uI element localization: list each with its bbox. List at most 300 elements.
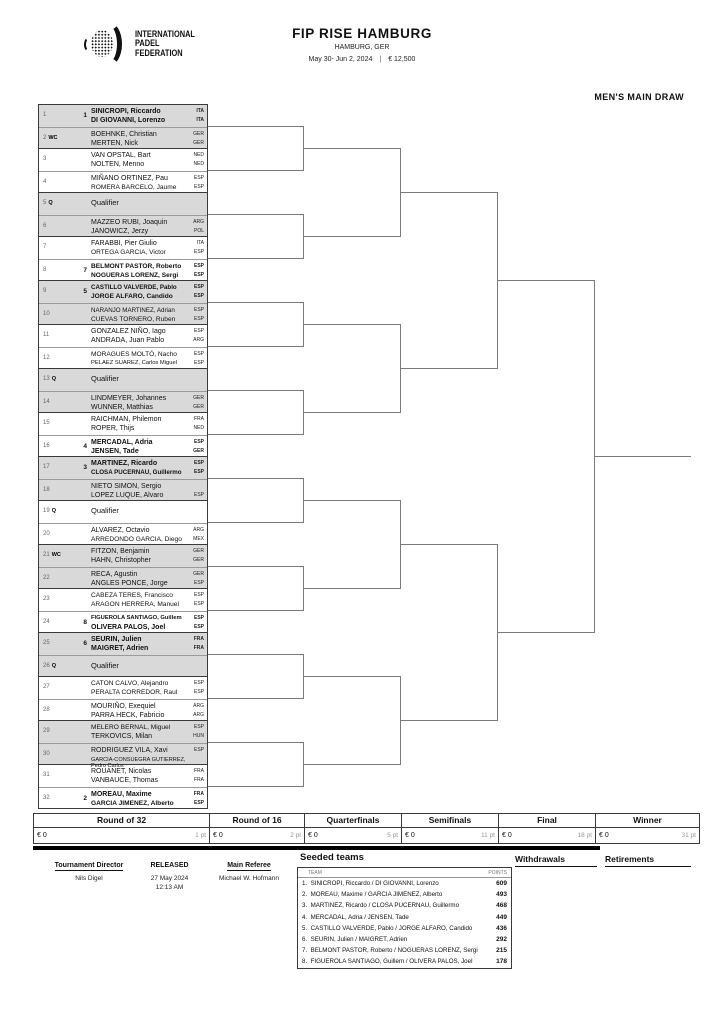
- country-code: ARG: [193, 218, 204, 225]
- player-name: ANDRADA, Juan Pablo: [91, 337, 165, 344]
- bracket-line: [303, 148, 400, 149]
- match-box: [38, 720, 208, 769]
- bracket-line: [208, 698, 303, 699]
- country-code: ESP: [193, 580, 204, 586]
- seeded-team-name: 1. SINICROPI, Riccardo / DI GIOVANNI, Lorenzo: [302, 880, 439, 888]
- country-code: ESP: [193, 350, 204, 357]
- draw-position-number: 8: [43, 267, 47, 273]
- player-name: CASTILLO VALVERDE, Pablo: [91, 283, 177, 291]
- bracket-line: [303, 324, 400, 325]
- round-values: [499, 828, 595, 843]
- team-names: [91, 262, 193, 281]
- player-name: CABEZA TERES, Francisco: [91, 591, 173, 599]
- released-date: 27 May 2024: [150, 874, 189, 882]
- seeded-points-column-header: POINTS: [488, 870, 507, 876]
- bracket-team-row: [39, 171, 207, 192]
- seed-number: 6: [83, 640, 87, 647]
- section-divider-bar: [33, 846, 600, 850]
- country-code: HUN: [193, 733, 204, 739]
- draw-position-number: 26 Q: [43, 663, 56, 669]
- country-code: NED: [193, 151, 204, 158]
- country-code: ESP: [193, 262, 204, 269]
- main-referee-block: [194, 854, 304, 882]
- country-code: ESP: [193, 492, 204, 498]
- country-code: ESP: [193, 293, 204, 299]
- country-code: GER: [193, 404, 204, 410]
- tournament-prize: € 12,500: [388, 56, 416, 63]
- player-name: GARCIA JIMENEZ, Alberto: [91, 800, 174, 807]
- player-name: RECA, Agustin: [91, 570, 138, 578]
- round-prize-money: € 0: [599, 832, 609, 839]
- country-code: ESP: [193, 272, 204, 278]
- country-code: MEX: [193, 536, 204, 542]
- round-points: 18 pt: [577, 832, 592, 839]
- seeded-team-row: [298, 934, 511, 945]
- team-names: [91, 570, 193, 589]
- player-name: ROMERA BARCELO, Jaume: [91, 184, 177, 191]
- bracket-line: [208, 610, 303, 611]
- seeded-team-row: [298, 956, 511, 967]
- bracket-line: [400, 368, 497, 369]
- draw-title: MEN'S MAIN DRAW: [594, 92, 684, 102]
- bracket-line: [497, 280, 594, 281]
- country-code: ESP: [193, 679, 204, 686]
- bracket-line: [400, 544, 497, 545]
- bracket-line: [208, 390, 303, 391]
- seeded-teams-title: Seeded teams: [300, 852, 364, 863]
- tournament-location: HAMBURG, GER: [334, 44, 390, 51]
- seed-number: 2: [83, 795, 87, 802]
- round-prize-money: € 0: [405, 832, 415, 839]
- team-names: [91, 591, 193, 610]
- round-values: [210, 828, 304, 843]
- draw-position-number: 11: [43, 332, 50, 338]
- country-code: ESP: [193, 438, 204, 445]
- draw-position-number: 32: [43, 795, 50, 801]
- player-name: MAIGRET, Adrien: [91, 645, 149, 652]
- logo-line-2: PADEL: [135, 38, 160, 50]
- player-name: ROUANET, Nicolas: [91, 767, 152, 775]
- bracket-team-row: [39, 193, 207, 215]
- player-name: LOPEZ LUQUE, Alvaro: [91, 492, 164, 499]
- draw-position-number: 6: [43, 223, 47, 229]
- country-code: ESP: [193, 184, 204, 190]
- player-name: PERALTA CORREDOR, Raul: [91, 689, 178, 696]
- round-points: 31 pt: [681, 832, 696, 839]
- seed-number: 3: [83, 464, 87, 471]
- bracket-line: [303, 676, 400, 677]
- team-names: [91, 151, 193, 170]
- player-name: MAZZEO RUBI, Joaquin: [91, 218, 168, 226]
- player-name: NIETO SIMON, Sergio: [91, 482, 162, 490]
- bracket-line: [208, 346, 303, 347]
- round-column-round-of-32: [34, 814, 209, 843]
- match-box: [38, 192, 208, 237]
- seed-number: 5: [83, 288, 87, 295]
- player-name: GARCIA-CONSUEGRA GUTIERREZ, Pedro Carlos: [91, 756, 186, 769]
- round-label: Round of 32: [34, 814, 209, 828]
- team-names: [91, 526, 193, 545]
- seeded-team-points: 178: [496, 958, 507, 966]
- bracket-line: [208, 126, 303, 127]
- country-code: FRA: [193, 635, 204, 642]
- player-name: BOEHNKE, Christian: [91, 130, 157, 138]
- country-code: ESP: [193, 723, 204, 730]
- bracket-team-row: [39, 457, 207, 479]
- entry-type-tag: Q: [51, 508, 56, 514]
- bracket-team-row: [39, 391, 207, 412]
- player-name: OLIVERA PALOS, Joel: [91, 624, 166, 631]
- bracket-team-row: [39, 435, 207, 456]
- country-code: ESP: [193, 469, 204, 475]
- team-names: [91, 767, 193, 786]
- team-names: [91, 679, 193, 698]
- tournament-title: FIP RISE HAMBURG: [292, 26, 432, 41]
- entry-type-tag: Q: [51, 376, 56, 382]
- bracket-team-row: [39, 765, 207, 787]
- country-code: GER: [193, 130, 204, 137]
- bracket-line: [208, 566, 303, 567]
- team-names: [91, 306, 193, 325]
- bracket-line: [400, 720, 497, 721]
- country-code: ITA: [196, 239, 204, 246]
- country-code: ITA: [196, 117, 204, 123]
- tournament-dates: May 30- Jun 2, 2024: [308, 56, 373, 63]
- seeded-team-points: 493: [496, 891, 507, 899]
- team-names: [91, 614, 193, 633]
- player-name: FARABBI, Pier Giulio: [91, 239, 157, 247]
- bracket-team-row: [39, 479, 207, 500]
- tournament-header: [0, 26, 724, 63]
- player-name: MOURIÑO, Exequiel: [91, 702, 156, 710]
- player-name: ARAGON HERRERA, Manuel: [91, 601, 179, 608]
- team-names: [91, 547, 193, 566]
- main-referee-label: Main Referee: [227, 862, 271, 869]
- bracket-line: [208, 214, 303, 215]
- draw-position-number: 9: [43, 288, 47, 294]
- match-box: [38, 588, 208, 633]
- draw-position-number: 29: [43, 728, 50, 734]
- country-code: FRA: [193, 790, 204, 797]
- bracket-line: [497, 632, 594, 633]
- bracket-team-row: [39, 523, 207, 544]
- match-box: [38, 456, 208, 501]
- tournament-meta: [0, 56, 724, 63]
- country-code: GER: [193, 557, 204, 563]
- draw-position-number: 7: [43, 244, 47, 250]
- draw-position-number: 20: [43, 531, 50, 537]
- player-name: MERCADAL, Adria: [91, 438, 153, 446]
- round-points: 2 pt: [290, 832, 301, 839]
- player-name: ANGLES PONCE, Jorge: [91, 580, 168, 587]
- bracket-team-row: [39, 677, 207, 699]
- player-name: DI GIOVANNI, Lorenzo: [91, 117, 166, 124]
- bracket-line: [208, 742, 303, 743]
- bracket-team-row: [39, 259, 207, 280]
- match-box: [38, 500, 208, 545]
- player-name: MIÑANO ORTINEZ, Pau: [91, 174, 168, 182]
- round-label: Final: [499, 814, 595, 828]
- country-code: ESP: [193, 249, 204, 255]
- draw-position-number: 25: [43, 640, 50, 646]
- country-code: FRA: [194, 777, 204, 783]
- team-names: [91, 723, 193, 742]
- round-prize-money: € 0: [37, 832, 47, 839]
- country-code: NED: [193, 161, 204, 167]
- seeded-team-row: [298, 912, 511, 923]
- bracket-line: [303, 588, 400, 589]
- round-values: [596, 828, 699, 843]
- player-name: ALVAREZ, Octavio: [91, 526, 150, 534]
- country-code: ESP: [193, 800, 204, 806]
- seeded-team-points: 215: [496, 947, 507, 955]
- player-name: NARANJO MARTINEZ, Adrian: [91, 306, 175, 314]
- draw-position-number: 2 WC: [43, 135, 58, 141]
- bracket-team-row: [39, 545, 207, 567]
- logo-line-3: FEDERATION: [135, 47, 183, 59]
- country-code: ESP: [193, 360, 204, 366]
- country-code: GER: [193, 547, 204, 554]
- tournament-director-label: Tournament Director: [54, 862, 124, 869]
- country-code: ESP: [193, 591, 204, 598]
- country-code: FRA: [193, 645, 204, 651]
- team-names: [91, 438, 193, 457]
- player-name: PELAEZ SUAREZ, Carlos Miguel: [91, 360, 178, 366]
- player-name: MORAGUES MOLTÓ, Nacho: [91, 350, 177, 358]
- seeded-team-column-header: TEAM: [308, 870, 322, 876]
- bracket-line: [303, 764, 400, 765]
- withdrawals-heading: Withdrawals: [515, 854, 597, 867]
- match-box: [38, 324, 208, 369]
- draw-position-number: 14: [43, 399, 50, 405]
- seeded-team-points: 609: [496, 880, 507, 888]
- rounds-prize-table: [33, 813, 700, 844]
- player-name: NOLTEN, Menno: [91, 161, 145, 168]
- seed-number: 4: [83, 443, 87, 450]
- country-code: FRA: [194, 415, 204, 422]
- player-name: MELERO BERNAL, Miguel: [91, 723, 171, 731]
- player-name: FIGUEROLA SANTIAGO, Guillem: [91, 614, 182, 621]
- team-names: [91, 702, 193, 721]
- player-name: BELMONT PASTOR, Roberto: [91, 262, 182, 270]
- match-box: [38, 544, 208, 589]
- qualifier-label: Qualifier: [91, 374, 119, 383]
- team-names: [91, 130, 193, 149]
- entry-type-tag: Q: [48, 200, 53, 206]
- player-name: CLOSA PUCERNAU, Guillermo: [91, 469, 182, 476]
- seeded-team-row: [298, 945, 511, 956]
- player-name: CUEVAS TORNERO, Ruben: [91, 316, 176, 323]
- player-name: MOREAU, Maxime: [91, 790, 152, 798]
- bracket-line: [208, 434, 303, 435]
- bracket-team-row: [39, 699, 207, 720]
- bracket-team-row: [39, 347, 207, 368]
- qualifier-label: Qualifier: [91, 506, 119, 515]
- draw-position-number: 4: [43, 179, 47, 185]
- retirements-heading: Retirements: [605, 854, 691, 867]
- seed-number: 8: [83, 619, 87, 626]
- country-code: ESP: [193, 327, 204, 334]
- country-code: ESP: [193, 601, 204, 607]
- draw-position-number: 24: [43, 619, 50, 625]
- round-prize-money: € 0: [308, 832, 318, 839]
- country-code: ESP: [193, 689, 204, 695]
- bracket-team-row: [39, 567, 207, 588]
- meta-separator: |: [379, 56, 382, 63]
- team-names: [91, 482, 193, 501]
- player-name: RAICHMAN, Philemon: [91, 415, 162, 423]
- bracket-line: [303, 236, 400, 237]
- player-name: JANOWICZ, Jerzy: [91, 228, 149, 235]
- country-code: ESP: [193, 283, 204, 290]
- team-names: [91, 394, 193, 413]
- match-box: [38, 632, 208, 677]
- qualifier-label: Qualifier: [91, 661, 119, 670]
- round-column-winner: [595, 814, 699, 843]
- country-code: ARG: [193, 337, 204, 343]
- match-box: [38, 368, 208, 413]
- country-code: ESP: [193, 614, 204, 621]
- seeded-team-name: 2. MOREAU, Maxime / GARCIA JIMENEZ, Alberto: [302, 891, 443, 899]
- player-name: TERKOVICS, Milan: [91, 733, 153, 740]
- round-values: [34, 828, 209, 843]
- seeded-team-name: 7. BELMONT PASTOR, Roberto / NOGUERAS LORENZ, Sergi: [302, 947, 478, 955]
- seeded-team-points: 468: [496, 902, 507, 910]
- bracket-team-row: [39, 413, 207, 435]
- bracket-team-row: [39, 501, 207, 523]
- round-column-quarterfinals: [304, 814, 401, 843]
- draw-position-number: 27: [43, 684, 50, 690]
- match-box: [38, 280, 208, 325]
- country-code: GER: [193, 570, 204, 577]
- qualifier-label: Qualifier: [91, 198, 119, 207]
- round-column-round-of-16: [209, 814, 304, 843]
- logo-line-1: INTERNATIONAL: [135, 28, 195, 40]
- draw-position-number: 16: [43, 443, 50, 449]
- player-name: WUNNER, Matthias: [91, 404, 153, 411]
- team-names: [91, 790, 193, 809]
- player-name: ORTEGA GARCIA, Victor: [91, 249, 166, 256]
- team-names: [91, 239, 193, 258]
- bracket-team-row: [39, 105, 207, 127]
- country-code: ARG: [193, 702, 204, 709]
- main-referee-name: Michael W. Hofmann: [219, 874, 279, 882]
- bracket-team-row: [39, 215, 207, 236]
- draw-position-number: 28: [43, 707, 50, 713]
- draw-position-number: 17: [43, 464, 50, 470]
- country-code: ESP: [193, 174, 204, 181]
- player-name: GONZALEZ NIÑO, Iago: [91, 327, 166, 335]
- match-box: [38, 764, 208, 809]
- team-names: [91, 218, 193, 237]
- country-code: GER: [193, 394, 204, 401]
- round-points: 5 pt: [387, 832, 398, 839]
- country-code: ITA: [196, 107, 204, 114]
- seeded-team-points: 292: [496, 936, 507, 944]
- country-code: NED: [193, 425, 204, 431]
- match-box: [38, 412, 208, 457]
- bracket-line: [594, 456, 691, 457]
- country-code: ESP: [193, 624, 204, 630]
- team-names: [91, 415, 193, 434]
- seed-number: 7: [83, 267, 87, 274]
- seeded-team-name: 8. FIGUEROLA SANTIAGO, Guillem / OLIVERA PALOS, Joel: [302, 958, 473, 966]
- country-code: GER: [193, 140, 204, 146]
- seeded-team-points: 436: [496, 924, 507, 932]
- player-name: SEURIN, Julien: [91, 635, 142, 643]
- country-code: ESP: [193, 746, 204, 753]
- draw-position-number: 15: [43, 420, 50, 426]
- round-points: 11 pt: [481, 832, 495, 839]
- draw-position-number: 30: [43, 751, 50, 757]
- country-code: ESP: [193, 316, 204, 322]
- bracket-line: [208, 654, 303, 655]
- bracket-line: [303, 412, 400, 413]
- bracket-team-row: [39, 303, 207, 324]
- entry-type-tag: WC: [48, 135, 58, 141]
- draw-position-number: 22: [43, 575, 50, 581]
- country-code: ARG: [193, 526, 204, 533]
- player-name: FITZON, Benjamin: [91, 547, 150, 555]
- team-names: [91, 350, 193, 369]
- match-box: [38, 236, 208, 281]
- bracket-team-row: [39, 369, 207, 391]
- player-name: MARTINEZ, Ricardo: [91, 459, 158, 467]
- player-name: CATON CALVO, Alejandro: [91, 679, 169, 687]
- bracket-line: [208, 522, 303, 523]
- bracket-team-row: [39, 743, 207, 769]
- seeded-team-name: 3. MARTINEZ, Ricardo / CLOSA PUCERNAU, Guillermo: [302, 902, 460, 910]
- round-label: Round of 16: [210, 814, 304, 828]
- player-name: VANBAUCE, Thomas: [91, 777, 159, 784]
- player-name: HAHN, Christopher: [91, 557, 151, 564]
- draw-position-number: 18: [43, 487, 50, 493]
- player-name: LINDMEYER, Johannes: [91, 394, 167, 402]
- bracket-line: [400, 192, 497, 193]
- seeded-team-row: [298, 878, 511, 889]
- team-names: [91, 327, 193, 346]
- round-label: Semifinals: [402, 814, 498, 828]
- round-column-semifinals: [401, 814, 498, 843]
- country-code: POL: [193, 228, 204, 234]
- bracket-team-row: [39, 787, 207, 808]
- player-name: JENSEN, Tade: [91, 448, 139, 455]
- player-name: ROPER, Thijs: [91, 425, 135, 432]
- released-time: 12:13 AM: [155, 884, 184, 891]
- round-label: Winner: [596, 814, 699, 828]
- seeded-team-row: [298, 923, 511, 934]
- country-code: FRA: [194, 767, 204, 774]
- bracket-team-row: [39, 721, 207, 743]
- bracket-team-row: [39, 325, 207, 347]
- seeded-teams-table: [297, 867, 512, 969]
- player-name: JORGE ALFARO, Candido: [91, 293, 173, 300]
- player-name: PARRA HECK, Fabricio: [91, 712, 165, 719]
- player-name: RODRIGUEZ VILA, Xavi: [91, 746, 168, 754]
- team-names: [91, 283, 193, 302]
- bracket-line: [208, 258, 303, 259]
- bracket-line: [303, 500, 400, 501]
- round-values: [305, 828, 401, 843]
- seed-number: 1: [83, 112, 87, 119]
- draw-position-number: 23: [43, 596, 50, 602]
- draw-position-number: 12: [43, 355, 50, 361]
- seeded-teams-header: [298, 868, 511, 878]
- tournament-director-name: Nils Digel: [75, 874, 103, 882]
- round-label: Quarterfinals: [305, 814, 401, 828]
- seeded-team-points: 449: [496, 913, 507, 921]
- player-name: SINICROPI, Riccardo: [91, 107, 161, 115]
